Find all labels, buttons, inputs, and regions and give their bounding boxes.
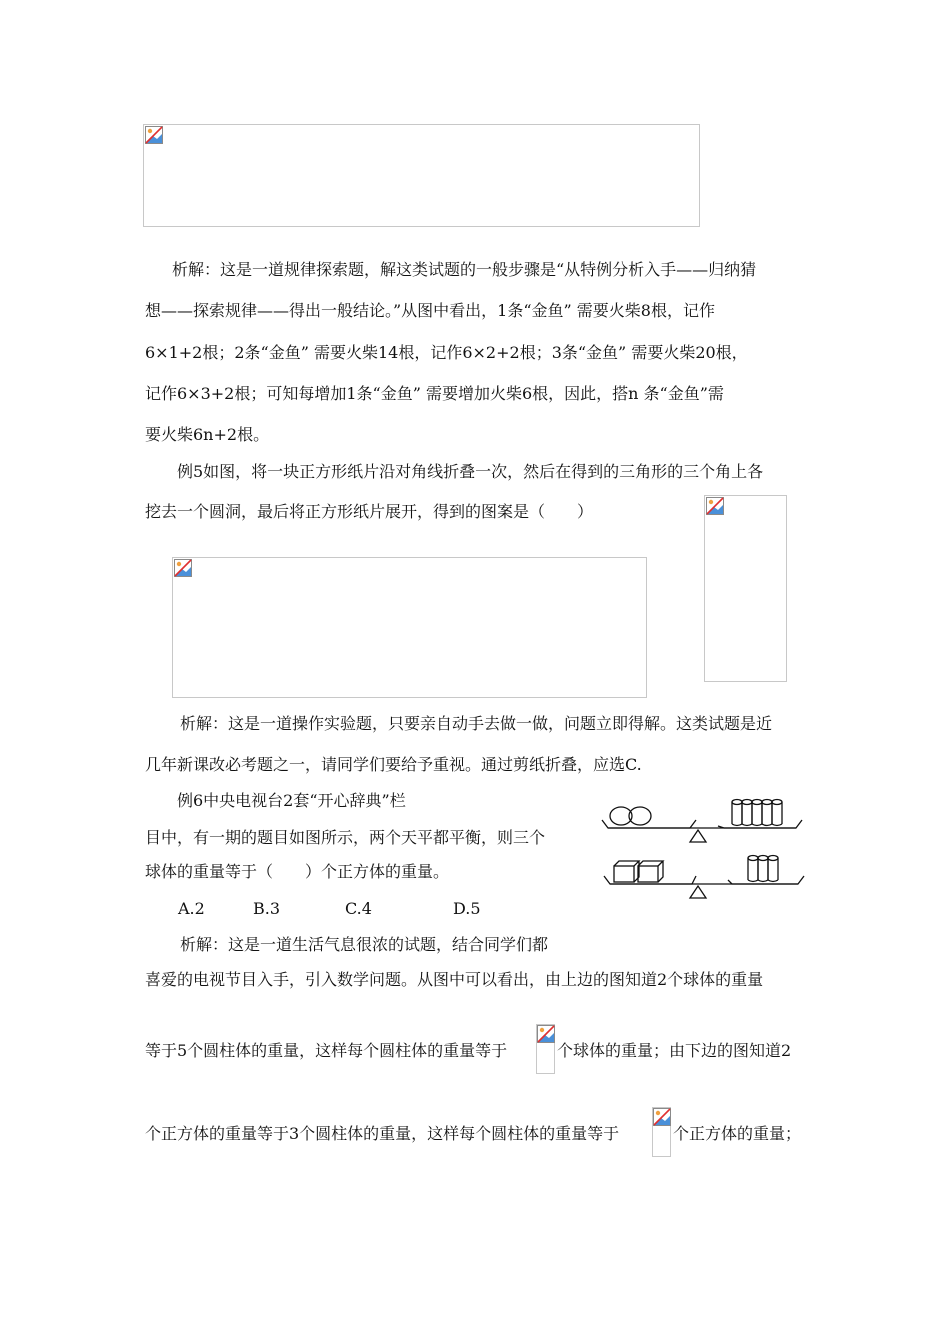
image-placeholder-goldfish	[143, 124, 700, 227]
text-line: 个球体的重量；由下边的图知道2	[557, 1041, 792, 1060]
option-c: C.4	[345, 899, 372, 918]
balance-bottom	[604, 856, 804, 899]
cube-icon	[638, 861, 663, 882]
text-line: 析解：这是一道生活气息很浓的试题，结合同学们都	[180, 935, 549, 954]
text-line: 例6中央电视台2套“开心辞典”栏	[177, 791, 406, 810]
cube-icon	[614, 861, 639, 882]
image-placeholder-folded-square	[704, 495, 787, 682]
inline-fraction-image	[652, 1107, 671, 1157]
text-line: 等于5个圆柱体的重量，这样每个圆柱体的重量等于	[145, 1041, 508, 1060]
broken-image-icon	[653, 1108, 671, 1126]
text-line: 几年新课改必考题之一，请同学们要给予重视。通过剪纸折叠，应选C.	[145, 755, 642, 774]
option-b: B.3	[253, 899, 281, 918]
text-line: 球体的重量等于（ ）个正方体的重量。	[145, 862, 450, 881]
text-line: 记作6×3+2根；可知每增加1条“金鱼” 需要增加火柴6根，因此，搭n 条“金鱼”需	[145, 384, 724, 403]
text-line: 析解：这是一道规律探索题，解这类试题的一般步骤是“从特例分析入手——归纳猜	[172, 260, 757, 279]
text-line: 想——探索规律——得出一般结论。”从图中看出，1条“金鱼” 需要火柴8根，记作	[145, 301, 715, 320]
cylinders-bottom	[748, 856, 778, 882]
text-line: 析解：这是一道操作实验题，只要亲自动手去做一做，问题立即得解。这类试题是近	[180, 714, 773, 733]
text-line: 6×1+2根；2条“金鱼” 需要火柴14根，记作6×2+2根；3条“金鱼” 需要火柴20根，	[145, 343, 748, 362]
broken-image-icon	[145, 126, 163, 144]
text-line: 例5如图，将一块正方形纸片沿对角线折叠一次，然后在得到的三角形的三个角上各	[177, 462, 764, 481]
inline-fraction-image	[536, 1024, 555, 1074]
option-d: D.5	[453, 899, 481, 918]
broken-image-icon	[174, 559, 192, 577]
option-a: A.2	[178, 899, 205, 918]
text-line: 个正方体的重量等于3个圆柱体的重量，这样每个圆柱体的重量等于	[145, 1124, 620, 1143]
cylinders-top	[732, 800, 782, 826]
broken-image-icon	[537, 1025, 555, 1043]
text-line: 个正方体的重量；	[673, 1124, 802, 1143]
text-line: 目中，有一期的题目如图所示，两个天平都平衡，则三个	[145, 828, 546, 847]
balance-scales-figure	[598, 792, 808, 904]
text-line: 挖去一个圆洞，最后将正方形纸片展开，得到的图案是（ ）	[145, 502, 594, 521]
text-line: 要火柴6n+2根。	[145, 425, 270, 444]
text-line: 喜爱的电视节目入手，引入数学问题。从图中可以看出，由上边的图知道2个球体的重量	[145, 970, 764, 989]
image-placeholder-choices	[172, 557, 647, 698]
broken-image-icon	[706, 497, 724, 515]
balance-top	[602, 800, 802, 843]
